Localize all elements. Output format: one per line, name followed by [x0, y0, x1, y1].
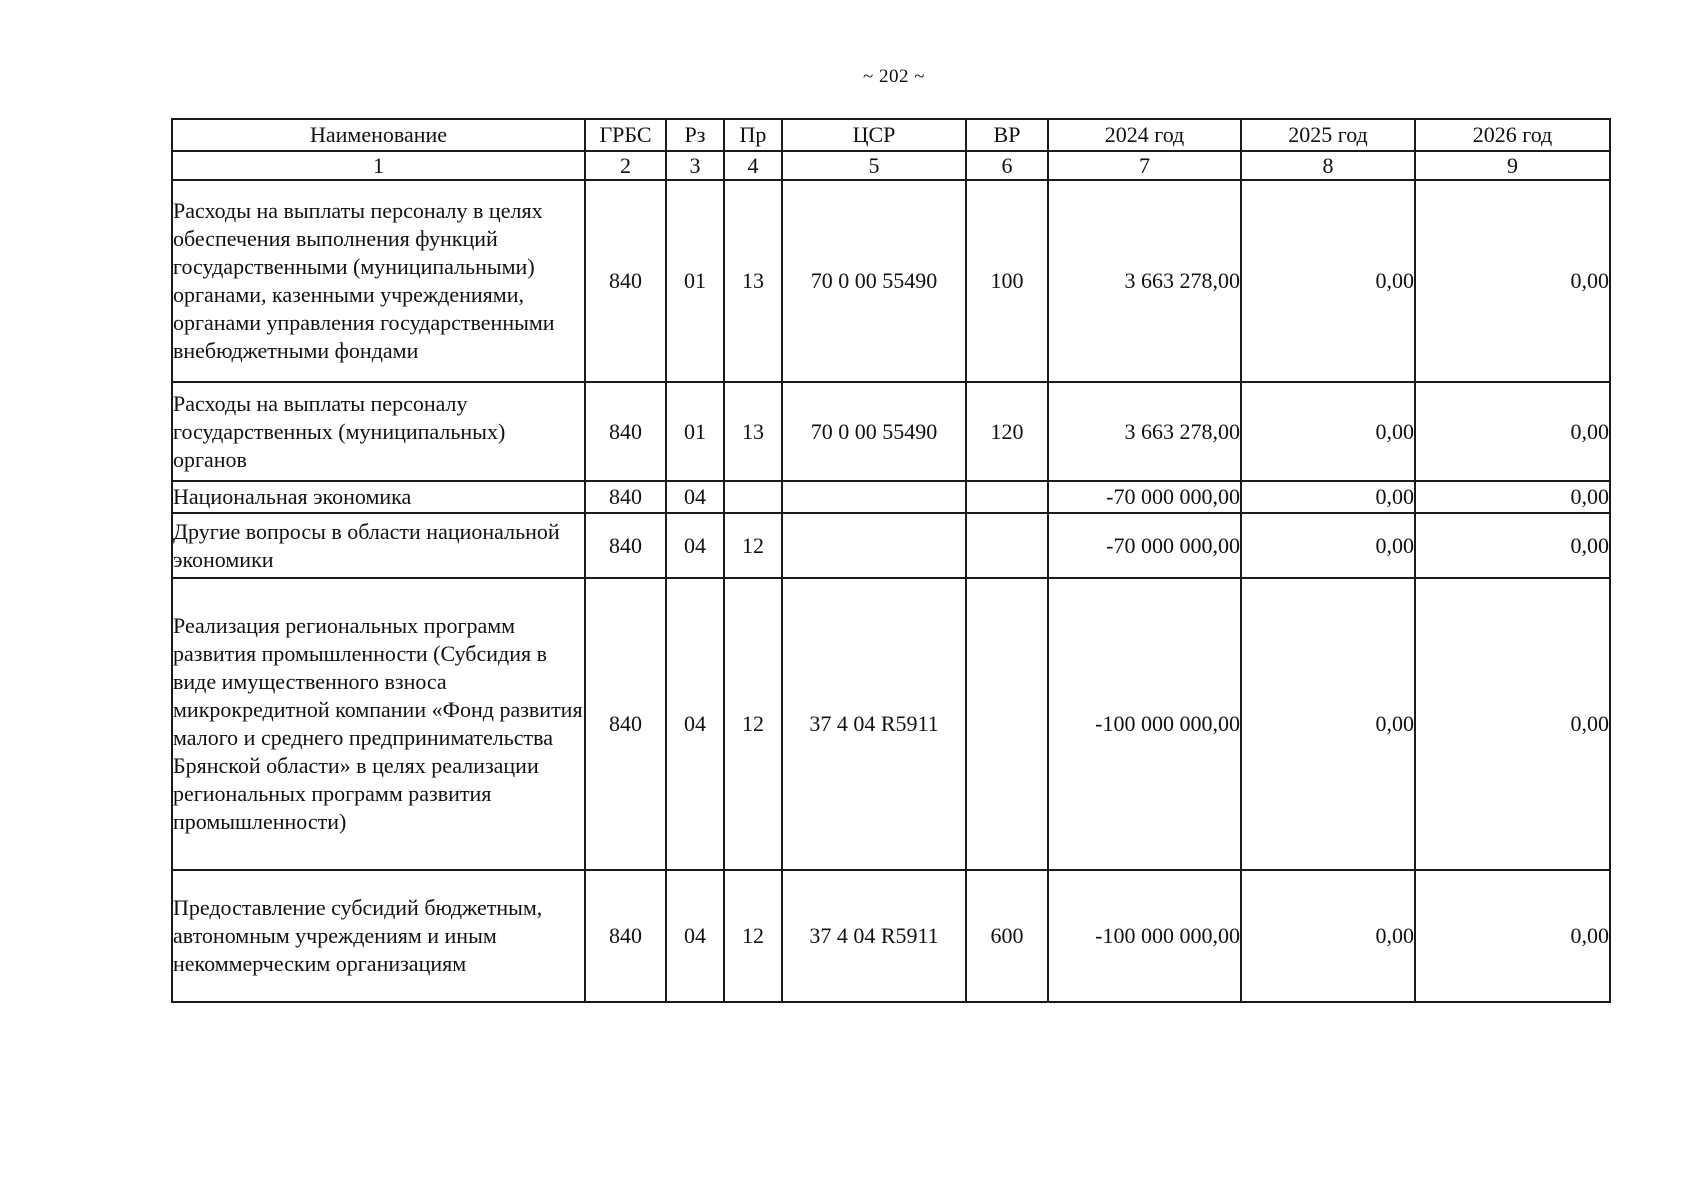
row-pr — [724, 481, 782, 513]
header-2025: 2025 год — [1241, 119, 1415, 151]
table-row — [172, 481, 1610, 513]
row-2025: 0,00 — [1241, 578, 1415, 870]
column-number: 2 — [585, 151, 666, 180]
column-number: 8 — [1241, 151, 1415, 180]
row-csr: 37 4 04 R5911 — [782, 578, 966, 870]
row-vr — [966, 578, 1048, 870]
row-vr: 100 — [966, 180, 1048, 382]
row-rz: 04 — [666, 870, 724, 1002]
row-name: Расходы на выплаты персоналу государственных (муниципальных) органов — [172, 382, 585, 481]
table-row — [172, 513, 1610, 578]
row-2026: 0,00 — [1415, 578, 1610, 870]
row-2026: 0,00 — [1415, 180, 1610, 382]
row-pr: 12 — [724, 870, 782, 1002]
row-2026: 0,00 — [1415, 382, 1610, 481]
table-row — [172, 180, 1610, 382]
row-csr: 70 0 00 55490 — [782, 180, 966, 382]
row-vr — [966, 481, 1048, 513]
row-grbs: 840 — [585, 481, 666, 513]
page-number: ~ 202 ~ — [862, 66, 926, 87]
row-2024: -70 000 000,00 — [1048, 481, 1241, 513]
header-rz: Рз — [666, 119, 724, 151]
table-row — [172, 578, 1610, 870]
header-grbs: ГРБС — [585, 119, 666, 151]
row-2025: 0,00 — [1241, 382, 1415, 481]
row-vr — [966, 513, 1048, 578]
row-2024: -100 000 000,00 — [1048, 870, 1241, 1002]
budget-table — [171, 118, 1611, 1003]
row-rz: 04 — [666, 578, 724, 870]
header-2024: 2024 год — [1048, 119, 1241, 151]
row-pr: 13 — [724, 180, 782, 382]
row-2024: -70 000 000,00 — [1048, 513, 1241, 578]
row-grbs: 840 — [585, 180, 666, 382]
column-number: 4 — [724, 151, 782, 180]
row-2025: 0,00 — [1241, 870, 1415, 1002]
column-number: 1 — [172, 151, 585, 180]
row-csr — [782, 513, 966, 578]
row-2025: 0,00 — [1241, 513, 1415, 578]
header-2026: 2026 год — [1415, 119, 1610, 151]
row-2024: 3 663 278,00 — [1048, 382, 1241, 481]
row-2025: 0,00 — [1241, 481, 1415, 513]
column-number: 3 — [666, 151, 724, 180]
row-pr: 12 — [724, 513, 782, 578]
row-name: Национальная экономика — [172, 481, 585, 513]
column-number-row — [172, 151, 1610, 180]
row-rz: 04 — [666, 513, 724, 578]
row-grbs: 840 — [585, 870, 666, 1002]
row-name: Предоставление субсидий бюджетным, автономным учреждениям и иным некоммерческим организациям — [172, 870, 585, 1002]
header-csr: ЦСР — [782, 119, 966, 151]
header-pr: Пр — [724, 119, 782, 151]
table-row — [172, 870, 1610, 1002]
row-name: Расходы на выплаты персоналу в целях обеспечения выполнения функций государственными (муниципальными) органами, казенными учреждениями, органами управления государственными внебюджетными фондами — [172, 180, 585, 382]
row-name: Другие вопросы в области национальной экономики — [172, 513, 585, 578]
row-vr: 600 — [966, 870, 1048, 1002]
row-2025: 0,00 — [1241, 180, 1415, 382]
header-name: Наименование — [172, 119, 585, 151]
header-row — [172, 119, 1610, 151]
row-2026: 0,00 — [1415, 870, 1610, 1002]
row-rz: 01 — [666, 180, 724, 382]
row-2024: -100 000 000,00 — [1048, 578, 1241, 870]
header-vr: ВР — [966, 119, 1048, 151]
column-number: 7 — [1048, 151, 1241, 180]
row-grbs: 840 — [585, 578, 666, 870]
table-row — [172, 382, 1610, 481]
column-number: 5 — [782, 151, 966, 180]
row-name: Реализация региональных программ развития промышленности (Субсидия в виде имущественного взноса микрокредитной компании «Фонд развития малого и среднего предпринимательства Брянской области» в целях реализации региональных программ развития промышленности) — [172, 578, 585, 870]
column-number: 9 — [1415, 151, 1610, 180]
row-csr: 37 4 04 R5911 — [782, 870, 966, 1002]
column-number: 6 — [966, 151, 1048, 180]
row-pr: 12 — [724, 578, 782, 870]
row-csr — [782, 481, 966, 513]
row-rz: 01 — [666, 382, 724, 481]
row-grbs: 840 — [585, 513, 666, 578]
row-2026: 0,00 — [1415, 481, 1610, 513]
row-grbs: 840 — [585, 382, 666, 481]
row-csr: 70 0 00 55490 — [782, 382, 966, 481]
row-rz: 04 — [666, 481, 724, 513]
row-2024: 3 663 278,00 — [1048, 180, 1241, 382]
row-vr: 120 — [966, 382, 1048, 481]
row-pr: 13 — [724, 382, 782, 481]
row-2026: 0,00 — [1415, 513, 1610, 578]
